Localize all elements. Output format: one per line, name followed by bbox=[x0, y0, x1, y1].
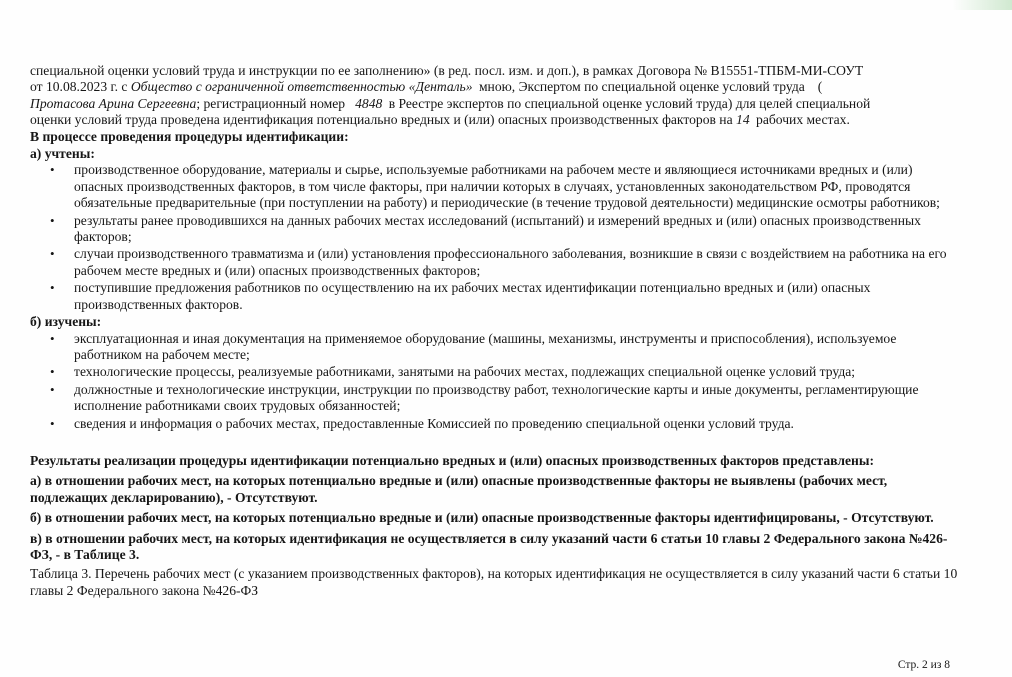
intro-line-2-prefix: от 10.08.2023 г. с bbox=[30, 79, 128, 95]
intro-line-4-suffix: рабочих местах. bbox=[756, 112, 850, 128]
registration-suffix: в Реестре экспертов по специальной оценке условий труда) для целей специальной bbox=[388, 95, 871, 111]
intro-line-1: специальной оценки условий труда и инструкции по ее заполнению» (в ред. посл. изм. и доп.), в рамках Договора № В15551-ТПБМ-МИ-СОУТ bbox=[30, 63, 864, 78]
expert-name: Протасова Арина Сергеевна bbox=[30, 95, 197, 111]
list-item: • поступившие предложения работников по осуществлению на их рабочих местах идентификации потенциально вредных и (или) опасных производственных факторов. bbox=[30, 280, 965, 313]
result-item-b: б) в отношении рабочих мест, на которых потенциально вредные и (или) опасные производственные факторы идентифицированы, - Отсутствуют. bbox=[30, 510, 934, 526]
scan-edge-tint bbox=[952, 0, 1012, 10]
registration-number: 4848 bbox=[355, 95, 383, 111]
considered-list bbox=[30, 162, 965, 313]
procedure-heading: В процессе проведения процедуры идентификации: bbox=[30, 128, 349, 144]
result-item-c: в) в отношении рабочих мест, на которых идентификация не осуществляется в силу указаний части 6 статьи 10 главы 2 Федерального закона №426-ФЗ, - в Таблице 3. bbox=[30, 530, 948, 562]
document-page bbox=[30, 63, 965, 599]
paren-open: ( bbox=[817, 79, 823, 95]
intro-line-3 bbox=[30, 96, 965, 112]
organization-name: Общество с ограниченной ответственностью «Денталь» bbox=[130, 79, 473, 95]
intro-line-2 bbox=[30, 79, 965, 95]
intro-line-2-suffix: мною, Экспертом по специальной оценке условий труда bbox=[478, 79, 805, 95]
intro-paragraph bbox=[30, 63, 965, 129]
intro-line-4-prefix: оценки условий труда проведена идентификация потенциально вредных и (или) опасных производственных факторов на bbox=[30, 112, 733, 128]
studied-heading: б) изучены: bbox=[30, 314, 102, 330]
registration-label: ; регистрационный номер bbox=[196, 95, 346, 111]
intro-line-4 bbox=[30, 112, 965, 128]
table-caption: Таблица 3. Перечень рабочих мест (с указанием производственных факторов), на которых идентификация не осуществляется в силу указаний части 6 статьи 10 главы 2 Федерального закона №426-ФЗ bbox=[30, 566, 958, 598]
list-item: • сведения и информация о рабочих местах, предоставленные Комиссией по проведению специальной оценки условий труда. bbox=[30, 416, 965, 432]
considered-heading: а) учтены: bbox=[30, 146, 95, 162]
list-item: • эксплуатационная и иная документация на применяемое оборудование (машины, механизмы, инструменты и приспособления), используемое работником на рабочем месте; bbox=[30, 331, 965, 364]
page-number: Стр. 2 из 8 bbox=[897, 659, 950, 671]
result-item-a: а) в отношении рабочих мест, на которых потенциально вредные и (или) опасные производственные факторы не выявлены (рабочих мест, подлежащих декларированию), - Отсутствуют. bbox=[30, 473, 888, 505]
studied-list bbox=[30, 331, 965, 432]
results-heading: Результаты реализации процедуры идентификации потенциально вредных и (или) опасных производственных факторов представлены: bbox=[30, 452, 874, 468]
list-item: • случаи производственного травматизма и (или) установления профессионального заболевания, возникшие в связи с воздействием на работника на его рабочем месте вредных и (или) опасных производственных факторов; bbox=[30, 246, 965, 279]
list-item: • должностные и технологические инструкции, инструкции по производству работ, технологические карты и иные документы, регламентирующие исполнение работниками своих трудовых обязанностей; bbox=[30, 382, 965, 415]
workplace-count: 14 bbox=[736, 112, 750, 128]
list-item: • результаты ранее проводившихся на данных рабочих местах исследований (испытаний) и измерений вредных и (или) опасных производственных факторов; bbox=[30, 213, 965, 246]
list-item: • технологические процессы, реализуемые работниками, занятыми на рабочих местах, подлежащих специальной оценке условий труда; bbox=[30, 364, 965, 380]
list-item: • производственное оборудование, материалы и сырье, используемые работниками на рабочем месте и являющиеся источниками вредных и (или) опасных производственных факторов, в том числе факторы, при наличии которых в случаях, установленных законодательством РФ, проводятся обязательные предварительные (при поступлении на работу) и периодические (в течение трудовой деятельности) медицинские осмотры работников; bbox=[30, 162, 965, 211]
